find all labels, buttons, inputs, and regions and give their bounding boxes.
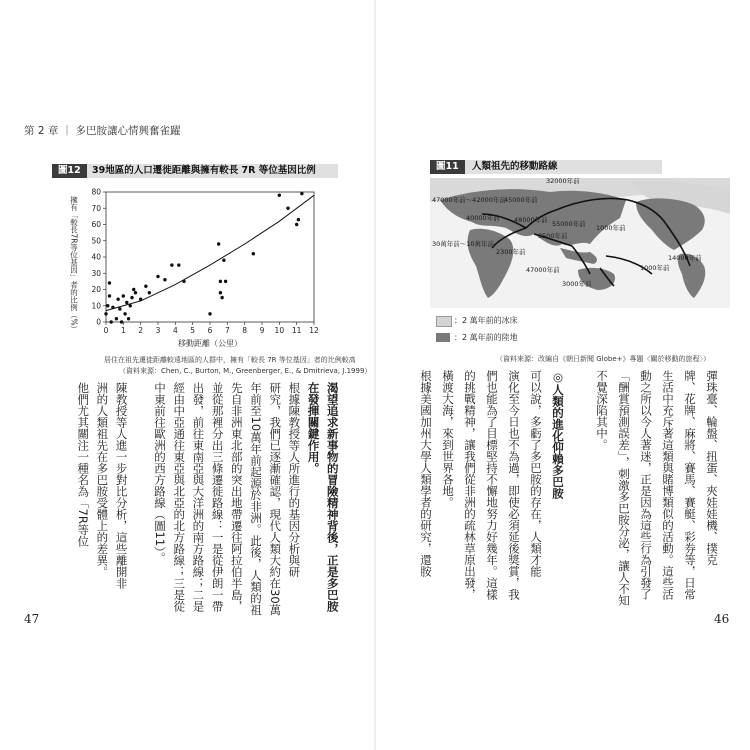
- scatter-point: [108, 281, 111, 284]
- body-text-column: 洲的人類祖先在多巴胺受體上的差異。: [95, 382, 110, 578]
- scatter-point: [144, 285, 147, 288]
- body-text-column: 根據美國加州大學人類學者的研究，還胺: [419, 370, 433, 577]
- scatter-point: [130, 296, 133, 299]
- scatter-point: [219, 280, 222, 283]
- body-text-column: 並從那裡分出三條遷徙路線：一是從伊朗一帶: [210, 382, 225, 612]
- figure12-caption-line-2: （資料來源：Chen, C., Burton, M., Greenberger, E., & Dmitrieva, J.1999）: [119, 367, 372, 375]
- y-tick-label: 0: [96, 317, 101, 327]
- body-text-column: 的挑戰精神，讓我們從非洲的疏林草原出發，: [463, 370, 477, 600]
- scatter-point: [252, 252, 255, 255]
- y-tick-label: 30: [91, 268, 101, 278]
- x-tick-label: 0: [103, 326, 109, 335]
- map-date-label: 3000年前: [562, 280, 592, 288]
- scatter-point: [219, 291, 222, 294]
- map-date-label: 1000年前: [596, 224, 626, 232]
- body-text-column: 動之所以今人著迷，正是因為這些行為引發了: [639, 370, 653, 600]
- scatter-point: [120, 320, 123, 323]
- scatter-point: [118, 307, 121, 310]
- scatter-point: [208, 312, 211, 315]
- body-text-column: 演化至今日也不為過，即使必須延後獎賞，我: [507, 370, 521, 600]
- body-text-column: 先自非洲東北部的突出地帶遷往阿拉伯半島，: [229, 382, 244, 612]
- y-tick-label: 10: [91, 301, 101, 311]
- x-axis-label: 移動距離（公里）: [178, 339, 242, 348]
- scatter-point: [125, 301, 128, 304]
- body-text-column: 可以說，多虧了多巴胺的存在，人類才能: [529, 370, 543, 577]
- y-tick-label: 70: [91, 203, 101, 213]
- scatter-point: [163, 278, 166, 281]
- x-tick-label: 11: [291, 326, 302, 335]
- map-date-label: 32000年前: [546, 178, 580, 185]
- body-text-column: 彈珠臺、輪盤、扭蛋、夾娃娃機、撲克: [705, 370, 719, 566]
- figure11-number: 圖11: [430, 160, 465, 174]
- x-tick-label: 9: [259, 326, 265, 335]
- map-date-label: 1000年前: [640, 264, 670, 272]
- body-text-column: 「酬賞預測誤差」，刺激多巴胺分泌，讓人不知: [617, 370, 631, 606]
- body-text-column: 根據陳教授等人所進行的基因分析與研: [287, 382, 302, 578]
- body-text-column: ◎人類的進化仰賴多巴胺: [551, 370, 565, 499]
- body-text-column: 年前至10萬年前起源於非洲。此後，人類的祖: [249, 382, 263, 616]
- body-text-column: 渴望追求新事物的冒險精神背後，正是多巴胺: [325, 382, 340, 612]
- scatter-point: [177, 263, 180, 266]
- body-text-column: 在發揮關鍵作用。: [306, 382, 321, 474]
- x-tick-label: 3: [155, 326, 161, 335]
- map-date-label: 40000年前: [466, 214, 500, 222]
- map-date-label: 30萬年前～10萬年前: [432, 240, 495, 248]
- body-text-column: 他們尤其關注一種名為「7R等位: [76, 382, 91, 547]
- scatter-point: [297, 218, 300, 221]
- scatter-point: [116, 298, 119, 301]
- figure11-title: 人類祖先的移動路線: [472, 161, 558, 172]
- right-page-number: 46: [714, 612, 730, 626]
- map-date-label: 14000年前: [668, 254, 702, 262]
- x-tick-label: 1: [120, 326, 126, 335]
- x-tick-label: 12: [309, 326, 319, 335]
- y-tick-label: 50: [91, 236, 101, 246]
- scatter-point: [129, 304, 132, 307]
- scatter-point: [222, 259, 225, 262]
- x-tick-label: 10: [274, 326, 285, 335]
- body-text-column: 陳教授等人進一步對比分析，這些離開非: [114, 382, 129, 589]
- body-text-column: 研究，我們已逐漸確認，現代人類大約在30萬: [268, 382, 283, 616]
- x-tick-label: 7: [224, 326, 230, 335]
- map-date-label: 47000年前～42000年前: [432, 196, 506, 204]
- figure12-scatter-chart: [52, 186, 342, 350]
- map-date-label: 48000年前: [514, 216, 548, 224]
- scatter-point: [217, 242, 220, 245]
- legend-land-label: ：2 萬年前的陸地: [454, 333, 518, 342]
- scatter-point: [111, 306, 114, 309]
- plot-frame: [106, 192, 314, 322]
- scatter-point: [156, 275, 159, 278]
- scatter-point: [127, 317, 130, 320]
- scatter-point: [220, 296, 223, 299]
- scatter-point: [108, 294, 111, 297]
- running-header: 第 2 章 ｜ 多巴胺讓心情興奮雀躍: [24, 125, 181, 137]
- scatter-point: [139, 298, 142, 301]
- scatter-point: [182, 280, 185, 283]
- map-date-label: 2300年前: [496, 248, 526, 256]
- scatter-point: [132, 288, 135, 291]
- figure12-number: 圖12: [52, 164, 87, 178]
- body-text-column: 中東前往歐洲的西方路線（圖11）。: [153, 382, 167, 564]
- legend-ice-label: ：2 萬年前的冰床: [454, 316, 518, 325]
- y-axis-label: 擁有「較長7R等位基因」者的比例（%）: [69, 196, 79, 334]
- body-text-column: 們也能為了目標堅持不懈地努力好幾年。這樣: [485, 370, 499, 600]
- y-tick-label: 80: [91, 187, 101, 197]
- body-text-column: 橫渡大海，來到世界各地。: [441, 370, 455, 508]
- map-date-label: 47000年前: [526, 266, 560, 274]
- body-text-column: 經由中亞通往東亞與北亞的北方路線；三是從: [172, 382, 187, 612]
- x-tick-label: 4: [172, 326, 178, 335]
- trend-curve: [106, 195, 314, 310]
- right-page-body: [414, 370, 726, 610]
- scatter-point: [123, 312, 126, 315]
- body-text-column: 生活中充斥著這類與賭博類似的活動。這些活: [661, 370, 675, 600]
- map-date-label: 3500年前: [538, 232, 568, 240]
- figure12-caption-line-1: 居住在祖先遷徙距離較遠地區的人群中，擁有「較長 7R 等位基因」者的比例較高: [104, 356, 356, 364]
- y-tick-label: 40: [91, 252, 101, 262]
- scatter-point: [122, 294, 125, 297]
- scatter-point: [295, 223, 298, 226]
- figure12-title: 39地區的人口遷徙距離與擁有較長 7R 等位基因比例: [92, 165, 316, 176]
- map-date-label: 45000年前: [504, 196, 538, 204]
- scatter-point: [106, 304, 109, 307]
- x-tick-label: 6: [207, 326, 213, 335]
- left-page-body: [74, 382, 344, 616]
- scatter-point: [278, 194, 281, 197]
- scatter-point: [170, 263, 173, 266]
- scatter-point: [286, 207, 289, 210]
- x-tick-label: 5: [190, 326, 196, 335]
- figure12-title-bar: [52, 164, 338, 178]
- scatter-point: [134, 291, 137, 294]
- map-date-label: 55000年前: [552, 220, 586, 228]
- y-tick-label: 20: [91, 285, 101, 294]
- x-tick-label: 2: [138, 326, 144, 335]
- scatter-point: [148, 291, 151, 294]
- body-text-column: 牌、花牌、麻將、賽馬、賽艇、彩券等，日常: [683, 370, 697, 600]
- x-tick-label: 8: [242, 326, 248, 335]
- book-gutter: [374, 0, 376, 750]
- y-tick-label: 60: [91, 220, 101, 229]
- figure11-migration-map: [430, 178, 730, 308]
- scatter-point: [104, 312, 107, 315]
- scatter-point: [110, 320, 113, 323]
- scatter-point: [300, 192, 303, 195]
- legend-land-swatch: [436, 333, 450, 342]
- body-text-column: 不覺深陷其中。: [595, 370, 609, 451]
- figure11-source: （資料來源：改編自《朝日新聞 Globe+》專題〈關於移動的旅程〉）: [496, 355, 710, 363]
- scatter-point: [224, 280, 227, 283]
- body-text-column: 出發，前往東南亞與大洋洲的南方路線；二是: [191, 382, 206, 612]
- scatter-point: [115, 317, 118, 320]
- left-page-number: 47: [24, 612, 40, 626]
- legend-ice-swatch: [436, 316, 452, 327]
- figure11-title-bar: [430, 160, 662, 174]
